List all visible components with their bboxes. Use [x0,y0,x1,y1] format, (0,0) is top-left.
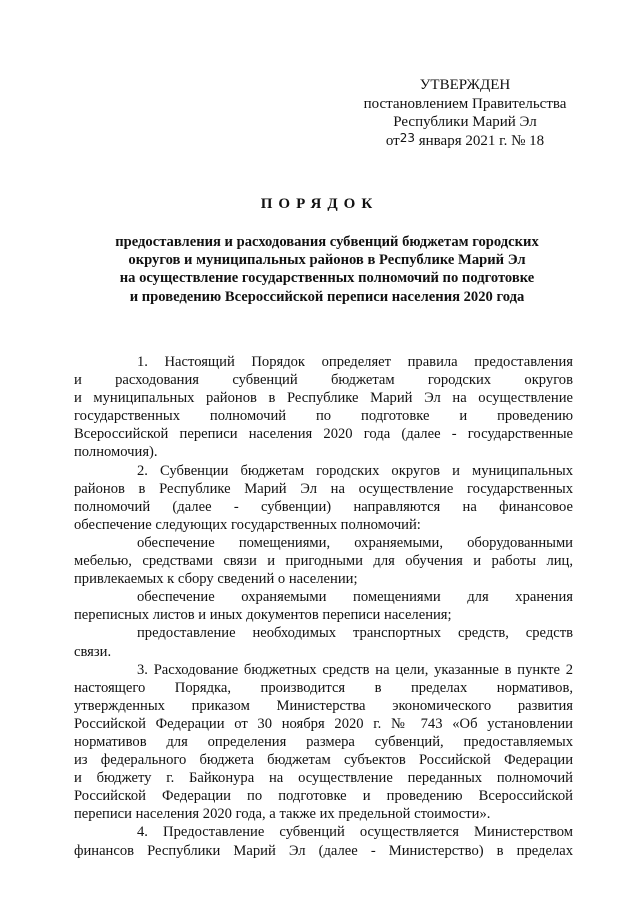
paragraph-line: из федерального бюджета бюджетам субъектов Российской Федерации [74,752,573,769]
paragraph-line: Российской Федерации по подготовке и проведению Всероссийской [74,788,573,805]
approval-heading: УТВЕРЖДЕН [419,77,511,93]
paragraph-line: полномочий (далее - субвенции) направляются на финансовое [74,498,573,515]
paragraph-line: 2. Субвенции бюджетам городских округов и муниципальных [137,462,573,479]
paragraph-line: переписных листов и иных документов переписи населения; [74,607,452,624]
paragraph [74,588,573,624]
paragraph-line: полномочия). [74,444,158,461]
paragraph-line: и муниципальных районов в Республике Марий Эл на осуществление [74,390,573,407]
subtitle-line: предоставления и расходования субвенций бюджетам городских [115,234,539,250]
subtitle-line: и проведению Всероссийской переписи населения 2020 года [129,288,525,305]
paragraph-line: 4. Предоставление субвенций осуществляется Министерством [137,824,573,841]
approval-date-suffix: января 2021 г. № 18 [415,132,545,149]
document-title: ПОРЯДОК [260,196,379,212]
approval-date [340,132,590,151]
paragraph-line: и бюджету г. Байконура на осуществление переданных полномочий [74,770,573,787]
paragraph [74,353,573,462]
approval-government: Республики Марий Эл [393,114,537,130]
paragraph-line: утвержденных приказом Министерства экономического развития [74,697,573,714]
paragraph-line: и расходования субвенций бюджетам городских округов [74,372,573,389]
paragraph-line: государственных полномочий по подготовке и проведению [74,408,573,425]
paragraph-line: 3. Расходование бюджетных средств на цели, указанные в пункте 2 [137,661,573,678]
paragraph-line: настоящего Порядка, производится в пределах нормативов, [74,679,573,696]
paragraph-line: связи. [74,643,112,660]
paragraph-line: Российской Федерации от 30 ноября 2020 г. № 743 «Об установлении [74,715,573,732]
paragraph-line: финансов Республики Марий Эл (далее - Министерство) в пределах [74,842,573,859]
subtitle-line: округов и муниципальных районов в Республике Марий Эл [128,252,526,269]
approval-date-day: 23 [399,130,415,145]
paragraph-line: переписи населения 2020 года, а также их предельной стоимости». [74,806,491,823]
paragraph-line: обеспечение помещениями, охраняемыми, оборудованными [137,534,573,551]
paragraph [74,534,573,588]
paragraph [74,462,573,534]
paragraph-line: 1. Настоящий Порядок определяет правила предоставления [137,354,573,370]
approval-date-prefix: от [385,132,400,149]
approval-decree: постановлением Правительства [363,95,567,112]
paragraph [74,624,573,660]
paragraph [74,823,573,859]
subtitle-line: на осуществление государственных полномочий по подготовке [119,270,535,287]
document-subtitle [60,233,594,306]
paragraph [74,661,573,824]
paragraph-line: привлекаемых к сбору сведений о населении; [74,571,358,588]
paragraph-line: обеспечение охраняемыми помещениями для хранения [137,589,573,606]
paragraph-line: обеспечение следующих государственных полномочий: [74,516,421,533]
paragraph-line: мебелью, средствами связи и пригодными для обучения и работы лиц, [74,553,573,570]
paragraph-line: районов в Республике Марий Эл на осуществление государственных [74,480,573,497]
paragraph-line: Всероссийской переписи населения 2020 года (далее - государственные [74,426,573,443]
paragraph-line: нормативов для определения размера субвенций, предоставляемых [74,733,573,750]
document-body [74,353,573,860]
approval-stamp [340,76,590,150]
paragraph-line: предоставление необходимых транспортных средств, средств [137,625,573,642]
